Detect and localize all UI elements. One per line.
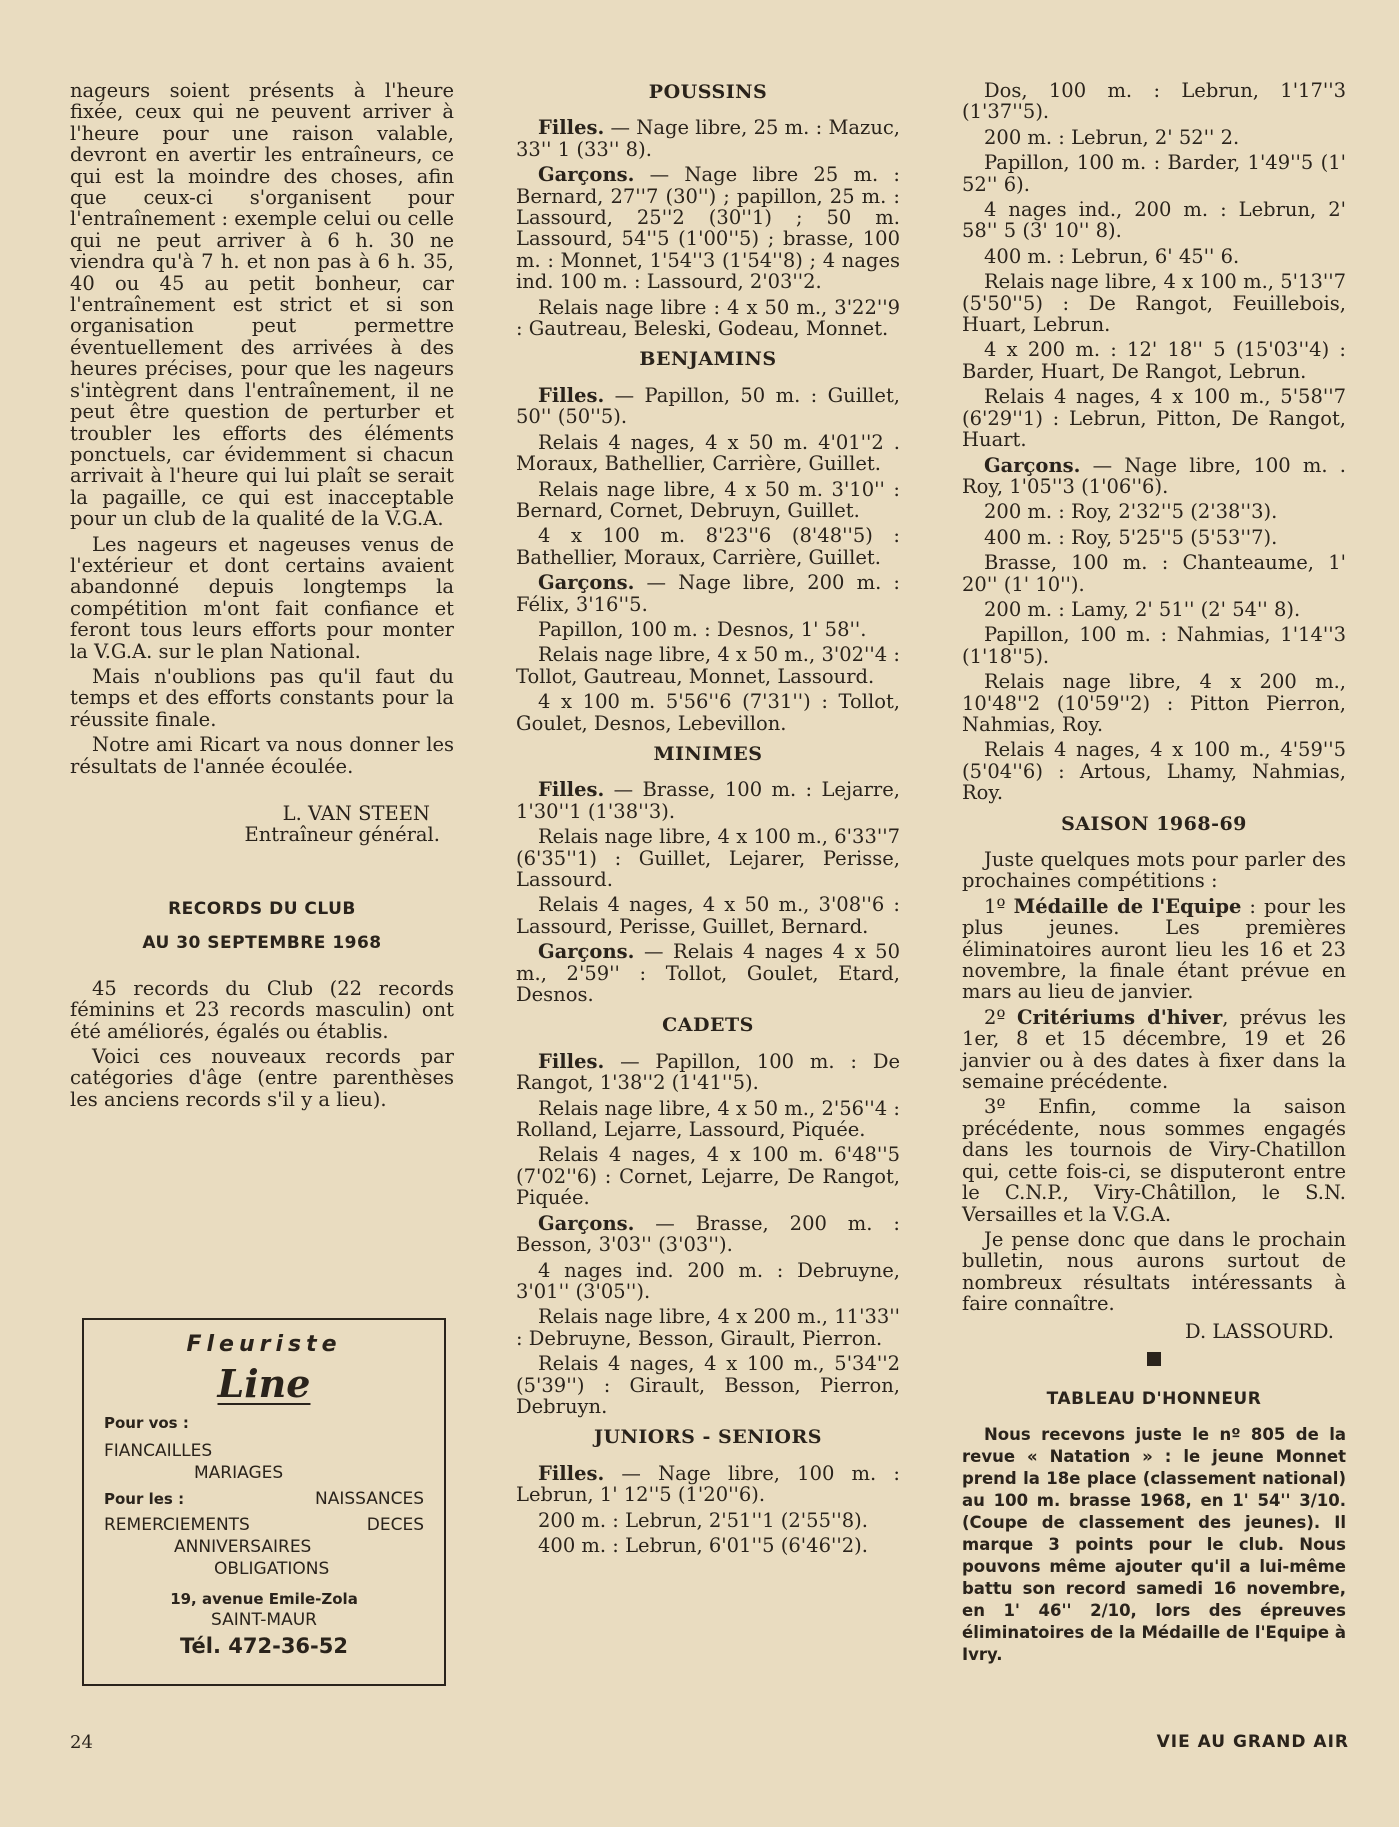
result-text: Relais nage libre, 4 x 200 m., 11'33'' : Debruyne, Besson, Girault, Pierron. [516, 1305, 900, 1350]
result-text: Brasse, 100 m. : Chanteaume, 1' 20'' (1' 10''). [962, 551, 1346, 596]
ad-label: Pour vos : [104, 1414, 189, 1432]
result-text: Relais nage libre, 4 x 100 m., 5'13''7 (5'50''5) : De Rangot, Feuillebois, Huart, Lebrun. [962, 270, 1346, 337]
result-text: — Nage libre, 25 m. : Mazuc, 33'' 1 (33'' 8). [516, 116, 900, 161]
result-text: Relais 4 nages, 4 x 100 m., 5'34''2 (5'39'') : Girault, Besson, Pierron, Debruyn. [516, 1352, 900, 1418]
paragraph: Les nageurs et nageuses venus de l'extérieur et dont certains avaient abandonné depuis longtemps la compétition m'ont fait confiance et feront tous leurs efforts pour monter la V.G.A. sur le plan National. [70, 532, 454, 663]
result-text: Papillon, 100 m. : Barder, 1'49''5 (1' 52'' 6). [962, 151, 1346, 196]
paragraph: Notre ami Ricart va nous donner les résultats de l'année écoulée. [70, 733, 454, 778]
label-garcons: Garçons. [538, 571, 635, 595]
result-text: Relais 4 nages, 4 x 50 m. 4'01''2 . Moraux, Bathellier, Carrière, Guillet. [516, 430, 900, 476]
signature-title: Entraîneur général. [244, 823, 440, 847]
records-subtitle: AU 30 SEPTEMBRE 1968 [142, 932, 382, 953]
ad-service: MARIAGES [194, 1463, 284, 1483]
list-bold-label: Médaille de l'Equipe [1013, 894, 1242, 918]
ad-city: SAINT-MAUR [211, 1610, 317, 1630]
paragraph: : pour les plus jeunes. Les premières éliminatoires auront lieu les 16 et 23 novembre, la finale étant prévue en mars au lieu de janvier. [962, 894, 1346, 1004]
result-text: 400 m. : Lebrun, 6' 45'' 6. [984, 244, 1240, 268]
result-text: 400 m. : Lebrun, 6'01''5 (6'46''2). [538, 1533, 868, 1557]
result-text: — Relais 4 nages 4 x 50 m., 2'59'' : Tollot, Goulet, Etard, Desnos. [516, 940, 900, 1007]
ad-heading: Fleuriste [186, 1332, 342, 1357]
ad-label: Pour les : [104, 1490, 185, 1508]
result-text: Relais 4 nages, 4 x 100 m. 6'48''5 (7'02''6) : Cornet, Lejarre, De Rangot, Piquée. [516, 1143, 900, 1210]
list-number: 2º [984, 1005, 1006, 1029]
ad-service: REMERCIEMENTS [104, 1515, 250, 1535]
label-garcons: Garçons. [538, 940, 635, 964]
result-text: Papillon, 100 m. : Desnos, 1' 58''. [538, 617, 867, 641]
result-text: Relais 4 nages, 4 x 100 m., 4'59''5 (5'04''6) : Artous, Lhamy, Nahmias, Roy. [962, 738, 1346, 805]
column-3 [962, 80, 1346, 1670]
label-filles: Filles. [538, 778, 605, 802]
result-text: 4 x 200 m. : 12' 18'' 5 (15'03''4) : Barder, Huart, De Rangot, Lebrun. [962, 338, 1346, 383]
section-title-minimes: MINIMES [653, 742, 763, 765]
paragraph: Je pense donc que dans le prochain bulletin, nous aurons surtout de nombreux résultats intéressants à faire connaître. [962, 1227, 1346, 1316]
result-text: — Papillon, 50 m. : Guillet, 50'' (50''5). [516, 383, 900, 429]
result-text: Papillon, 100 m. : Nahmias, 1'14''3 (1'18''5). [962, 623, 1346, 668]
result-text: 200 m. : Lebrun, 2'51''1 (2'55''8). [538, 1508, 868, 1532]
separator-square-icon [1147, 1352, 1161, 1366]
result-text: — Brasse, 100 m. : Lejarre, 1'30''1 (1'38''3). [516, 778, 900, 823]
paragraph: 3º Enfin, comme la saison précédente, nous sommes engagés dans les tournois de Viry-Chatillon qui, cette fois-ci, se disputeront entre le C.N.P., Viry-Châtillon, le S.N. Versailles et la V.G.A. [962, 1095, 1346, 1226]
label-filles: Filles. [538, 1461, 605, 1485]
ad-service: OBLIGATIONS [214, 1559, 330, 1579]
ad-service: ANNIVERSAIRES [174, 1537, 312, 1557]
result-text: Relais nage libre, 4 x 200 m., 10'48''2 (10'59''2) : Pitton Pierron, Nahmias, Roy. [962, 670, 1346, 736]
signature: D. LASSOURD. [1185, 1319, 1334, 1343]
ad-brand-name: Line [217, 1361, 311, 1406]
paragraph: nageurs soient présents à l'heure fixée, ceux qui ne peuvent arriver à l'heure pour une raison valable, devront en avertir les entraîneurs, ce qui est la moindre des choses, afin que ceux-ci s'organisent pour l'entraînement : exemple celui ou celle qui ne peut arriver à 6 h. 30 ne viendra qu'à 7 h. et non pas à 6 h. 35, 40 ou 45 au petit bonheur, car l'entraînement est strict et si son organisation peut permettre éventuellement des arrivées à des heures précises, pour que les nageurs s'intègrent dans l'entraînement, il ne peut être question de perturber et troubler les efforts des éléments ponctuels, car évidemment si chacun arrivait à l'heure qui lui plaît se serait la pagaille, ce qui est inacceptable pour un club de la qualité de la V.G.A. [70, 79, 454, 531]
list-bold-label: Critériums d'hiver [1016, 1005, 1223, 1029]
ad-service: DECES [366, 1515, 424, 1535]
result-text: — Papillon, 100 m. : De Rangot, 1'38''2 (1'41''5). [516, 1049, 900, 1095]
records-title: RECORDS DU CLUB [168, 898, 356, 919]
result-text: Relais nage libre, 4 x 50 m., 3'02''4 : Tollot, Gautreau, Monnet, Lassourd. [516, 643, 900, 688]
list-number: 1º [984, 894, 1006, 918]
label-filles: Filles. [538, 1049, 605, 1073]
result-text: Relais nage libre : 4 x 50 m., 3'22''9 : Gautreau, Beleski, Godeau, Monnet. [516, 295, 900, 341]
label-filles: Filles. [538, 116, 605, 140]
result-text: 4 x 100 m. 8'23''6 (8'48''5) : Bathellier, Moraux, Carrière, Guillet. [516, 524, 900, 569]
ad-service: NAISSANCES [314, 1489, 424, 1509]
column-1 [70, 80, 454, 1114]
result-text: Dos, 100 m. : Lebrun, 1'17''3 (1'37''5). [962, 79, 1346, 124]
section-title-poussins: POUSSINS [648, 81, 768, 103]
section-title-juniors-seniors: JUNIORS - SENIORS [593, 1426, 822, 1449]
ad-address: 19, avenue Emile-Zola [170, 1590, 358, 1608]
result-text: — Nage libre, 100 m. . Roy, 1'05''3 (1'06''6). [962, 453, 1346, 498]
label-garcons: Garçons. [984, 453, 1081, 477]
result-text: — Nage libre, 200 m. : Félix, 3'16''5. [516, 571, 900, 616]
paragraph: Mais n'oublions pas qu'il faut du temps et des efforts constants pour la réussite finale. [70, 664, 454, 731]
label-filles: Filles. [538, 383, 605, 407]
result-text: — Nage libre 25 m. : Bernard, 27''7 (30'') ; papillon, 25 m. : Lassourd, 25''2 (30''1) ; 50 m. Lassourd, 54''5 (1'00''5) ; brasse, 100 m. : Monnet, 1'54''3 (1'54''8) ; 4 nages ind. 100 m. : Lassourd, 2'03''2. [516, 163, 900, 294]
result-text: 4 nages ind., 200 m. : Lebrun, 2' 58'' 5 (3' 10'' 8). [962, 198, 1346, 243]
result-text: Relais nage libre, 4 x 100 m., 6'33''7 (6'35''1) : Guillet, Lejarer, Perisse, Lassourd. [516, 825, 900, 891]
result-text: Relais 4 nages, 4 x 100 m., 5'58''7 (6'29''1) : Lebrun, Pitton, De Rangot, Huart. [962, 385, 1346, 452]
tableau-text: Nous recevons juste le nº 805 de la revue « Natation » : le jeune Monnet prend la 18e place (classement national) au 100 m. brasse 1968, en 1' 54'' 3/10. (Coupe de classement des jeunes). Il marque 3 points pour le club. Nous pouvons même ajouter qu'il a lui-même battu son record samedi 16 novembre, en 1' 46'' 2/10, lors des épreuves éliminatoires de la Médaille de l'Equipe à Ivry. [962, 1424, 1346, 1664]
magazine-name: VIE AU GRAND AIR [1156, 1732, 1349, 1752]
paragraph: , prévus les 1er, 8 et 15 décembre, 19 et 26 janvier ou à des dates à fixer dans la semaine précédente. [962, 1005, 1347, 1094]
result-text: 200 m. : Lamy, 2' 51'' (2' 54'' 8). [984, 597, 1301, 621]
column-2 [516, 80, 900, 1560]
result-text: Relais nage libre, 4 x 50 m., 2'56''4 : Rolland, Lejarre, Lassourd, Piquée. [516, 1096, 900, 1142]
section-title-saison: SAISON 1968-69 [1061, 812, 1247, 835]
paragraph: Juste quelques mots pour parler des prochaines compétitions : [962, 848, 1346, 893]
result-text: 200 m. : Lebrun, 2' 52'' 2. [984, 125, 1240, 149]
label-garcons: Garçons. [538, 163, 635, 187]
label-garcons: Garçons. [538, 1211, 635, 1235]
ad-phone: Tél. 472-36-52 [180, 1634, 348, 1658]
paragraph: 45 records du Club (22 records féminins et 23 records masculin) ont été améliorés, égalés ou établis. [70, 976, 454, 1043]
result-text: 400 m. : Roy, 5'25''5 (5'53''7). [984, 525, 1278, 549]
section-title-cadets: CADETS [662, 1014, 754, 1037]
result-text: 4 x 100 m. 5'56''6 (7'31'') : Tollot, Goulet, Desnos, Lebevillon. [516, 690, 900, 735]
result-text: Relais 4 nages, 4 x 50 m., 3'08''6 : Lassourd, Perisse, Guillet, Bernard. [516, 893, 900, 938]
result-text: 200 m. : Roy, 2'32''5 (2'38''3). [984, 500, 1278, 524]
signature-name: L. VAN STEEN [282, 802, 430, 825]
result-text: — Nage libre, 100 m. : Lebrun, 1' 12''5 (1'20''6). [516, 1461, 900, 1507]
florist-advertisement [82, 1318, 446, 1686]
page-number: 24 [70, 1732, 93, 1753]
result-text: 4 nages ind. 200 m. : Debruyne, 3'01'' (3'05''). [516, 1258, 900, 1303]
paragraph: Voici ces nouveaux records par catégories d'âge (entre parenthèses les anciens records s'il y a lieu). [70, 1045, 454, 1111]
tableau-title: TABLEAU D'HONNEUR [1046, 1388, 1262, 1409]
section-title-benjamins: BENJAMINS [639, 348, 777, 371]
result-text: Relais nage libre, 4 x 50 m. 3'10'' : Bernard, Cornet, Debruyn, Guillet. [516, 477, 900, 522]
result-text: — Brasse, 200 m. : Besson, 3'03'' (3'03''). [516, 1211, 900, 1257]
ad-service: FIANCAILLES [104, 1441, 213, 1461]
